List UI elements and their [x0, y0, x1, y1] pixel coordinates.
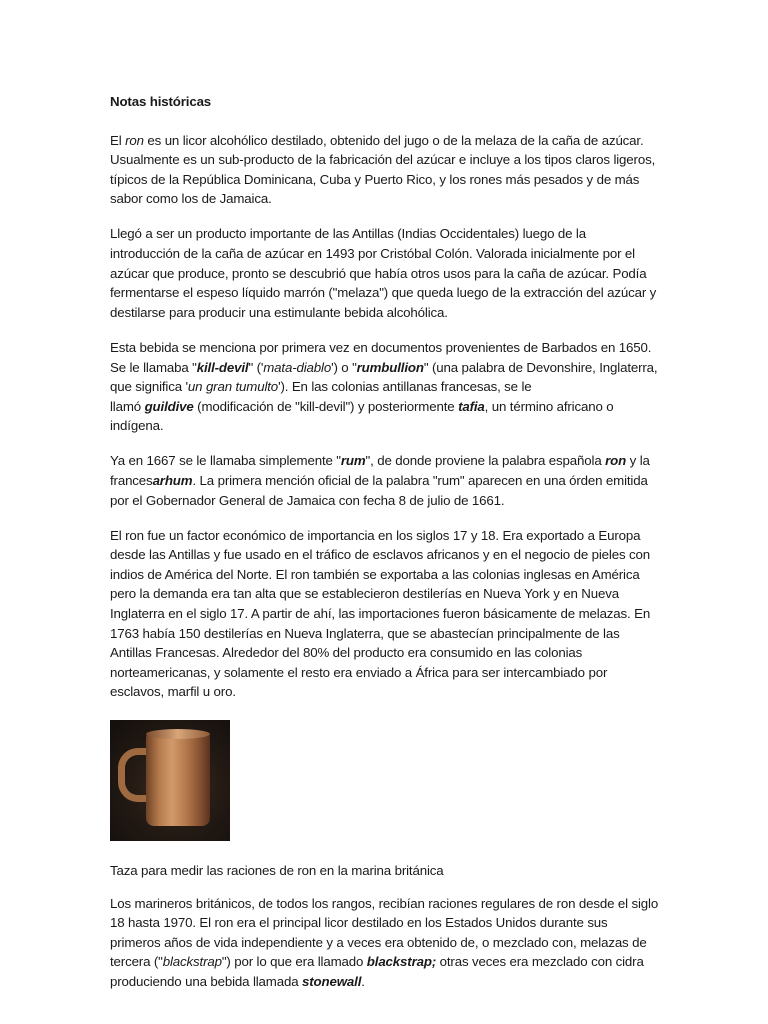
image-caption: Taza para medir las raciones de ron en la marina británica [110, 863, 444, 879]
text-line: azúcar que produce, pronto se descubrió que había otros usos para la caña de azúcar. Podía [110, 265, 647, 281]
text-line: Inglaterra en el siglo 17. A partir de ahí, las importaciones fueron básicamente de melazas. En [110, 606, 651, 622]
text-run: tercera (" [110, 954, 163, 970]
paragraph-3 [110, 338, 728, 436]
bold-italic-term: ron [605, 453, 627, 469]
text-run: " (una palabra de Devonshire, Inglaterra, [423, 359, 658, 375]
text-line: destilarse para producir una estimulante bebida alcohólica. [110, 304, 448, 320]
italic-term: ron [125, 132, 144, 148]
text-line: primeros años de vida independiente y a veces era obtenido de, o mezclado con, melazas de [110, 934, 647, 950]
text-run: Ya en 1667 se le llamaba simplemente " [110, 453, 341, 469]
text-run: Se le llamaba " [110, 359, 197, 375]
text-line: introducción de la caña de azúcar en 1493 por Cristóbal Colón. Valorada inicialmente por el [110, 246, 635, 262]
text-line: Usualmente es un sub-producto de la fabricación del azúcar e incluye a los tipos claros ligeros, [110, 152, 656, 168]
italic-term: blackstrap [162, 954, 222, 970]
text-run: es un licor alcohólico destilado, obtenido del jugo o de la melaza de la caña de azúcar. [143, 132, 644, 148]
text-line: típicos de la República Dominicana, Cuba y Puerto Rico, y los rones más pesados y de más [110, 171, 640, 187]
text-line: norteamericanas, y solamente el resto era enviado a África para ser intercambiado por [110, 664, 608, 680]
text-run: llamó [110, 398, 145, 414]
text-line: sabor como los de Jamaica. [110, 191, 272, 207]
mug-body [146, 732, 210, 826]
text-run: otras veces era mezclado con cidra [436, 954, 644, 970]
text-run: El [110, 132, 126, 148]
bold-italic-term: guildive [144, 398, 194, 414]
text-run: . [361, 974, 365, 989]
italic-term: un gran tumulto [187, 379, 279, 395]
text-run: ", de donde proviene la palabra española [365, 453, 606, 469]
text-line: 1763 había 150 destilerías en Nueva Inglaterra, que se abastecían principalmente de las [110, 625, 620, 641]
text-line: desde las Antillas y fue usado en el tráfico de esclavos africanos y en el negocio de pieles con [110, 547, 650, 563]
paragraph-2 [110, 224, 728, 322]
text-run: y la [626, 453, 650, 469]
text-run: ') o " [331, 359, 357, 375]
paragraph-4 [110, 451, 728, 510]
text-line: fermentarse el espeso líquido marrón ("melaza") que queda luego de la extracción del azúcar y [110, 285, 657, 301]
text-line: El ron fue un factor económico de importancia en los siglos 17 y 18. Era exportado a Europa [110, 527, 641, 543]
text-line: indígena. [110, 418, 164, 434]
text-run: que significa ' [110, 379, 188, 395]
text-run: , un término africano o [484, 398, 614, 414]
text-run: frances [110, 473, 153, 488]
text-line: esclavos, marfil u oro. [110, 684, 236, 700]
page-title: Notas históricas [110, 94, 212, 109]
text-run: ") por lo que era llamado [221, 954, 367, 970]
text-run: produciendo una bebida llamada [110, 974, 302, 989]
text-run: (modificación de "kill-devil") y posteriormente [193, 398, 459, 414]
text-line: 18 hasta 1970. El ron era el principal licor destilado en los Estados Unidos durante sus [110, 915, 608, 931]
text-line: indios de América del Norte. El ron también se exportaba a las colonias inglesas en América [110, 566, 640, 582]
text-run: '). En las colonias antillanas francesas, se le [278, 379, 532, 395]
text-line: pero la demanda era tan alta que se establecieron destilerías en Nueva York y en Nueva [110, 586, 619, 602]
bold-italic-term: blackstrap; [366, 954, 437, 970]
mug-rim [146, 729, 210, 739]
bold-italic-term: arhum [152, 473, 193, 488]
paragraph-1 [110, 131, 728, 209]
bold-italic-term: tafia [458, 398, 485, 414]
italic-term: mata-diablo [263, 359, 332, 375]
text-run: . La primera mención oficial de la palabra "rum" aparecen en una órden emitida [192, 473, 648, 488]
text-line: por el Gobernador General de Jamaica con fecha 8 de julio de 1661. [110, 492, 505, 508]
bold-italic-term: rumbullion [356, 359, 424, 375]
paragraph-6 [110, 894, 728, 992]
text-line: Antillas Francesas. Alrededor del 80% del producto era consumido en las colonias [110, 645, 583, 661]
bold-italic-term: kill-devil [196, 359, 249, 375]
text-line: Los marineros británicos, de todos los rangos, recibían raciones regulares de ron desde el siglo [110, 895, 659, 911]
text-line: Esta bebida se menciona por primera vez en documentos provenientes de Barbados en 1650. [110, 339, 652, 355]
text-run: " (' [248, 359, 264, 375]
text-line: Llegó a ser un producto importante de las Antillas (Indias Occidentales) luego de la [110, 226, 586, 242]
copper-mug-photo [110, 720, 230, 841]
paragraph-5 [110, 526, 728, 702]
bold-italic-term: rum [340, 453, 366, 469]
bold-italic-term: stonewall [302, 974, 362, 989]
